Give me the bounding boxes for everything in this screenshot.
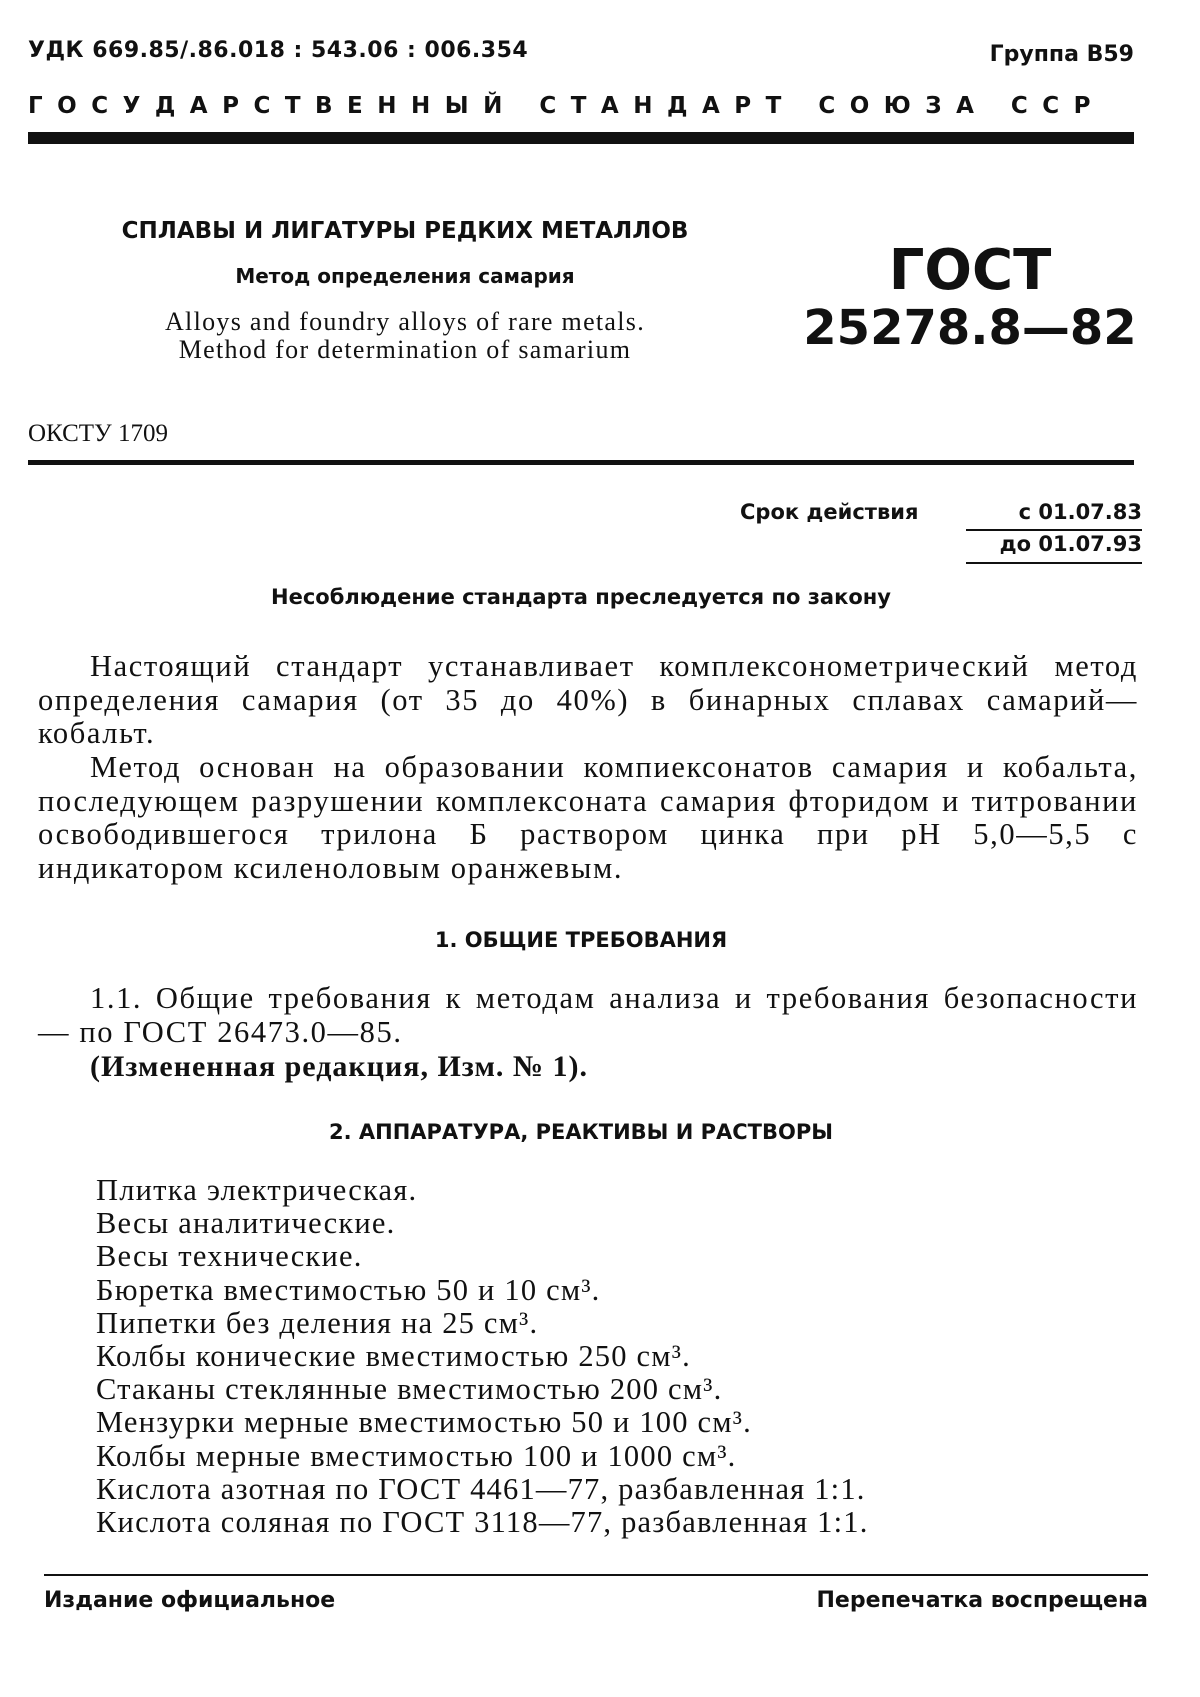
document-subtitle: Метод определения самария: [235, 264, 575, 288]
title-rule: [28, 460, 1134, 465]
list-item: Плитка электрическая.: [96, 1173, 418, 1207]
list-item: Пипетки без деления на 25 см³.: [96, 1305, 539, 1340]
gost-number: 25278.8—82: [803, 300, 1137, 356]
gost-label: ГОСТ: [888, 238, 1052, 303]
validity-from: с 01.07.83: [1018, 500, 1142, 524]
header-rule: [28, 132, 1134, 144]
validity-underline: [966, 562, 1142, 564]
validity-to: до 01.07.93: [999, 532, 1142, 556]
oksty-code: ОКСТУ 1709: [28, 420, 169, 447]
validity-divider: [966, 529, 1142, 531]
udk-code: УДК 669.85/.86.018 : 543.06 : 006.354: [28, 38, 529, 63]
validity-label: Срок действия: [740, 500, 919, 524]
list-item: Весы технические.: [96, 1239, 363, 1274]
list-item: Бюретка вместимостью 50 и 10 см³.: [96, 1272, 601, 1307]
list-item: Стаканы стеклянные вместимостью 200 см³.: [96, 1372, 723, 1407]
section-1-text: 1.1. Общие требования к методам анализа и требования безопасности — по ГОСТ 26473.0—85.: [38, 981, 1138, 1049]
law-notice: Несоблюдение стандарта преследуется по закону: [271, 585, 891, 609]
list-item: Весы аналитические.: [96, 1206, 396, 1241]
english-title-line1: Alloys and foundry alloys of rare metals.: [164, 307, 646, 336]
document-title: СПЛАВЫ И ЛИГАТУРЫ РЕДКИХ МЕТАЛЛОВ: [121, 218, 689, 244]
footer-official-edition: Издание официальное: [44, 1588, 336, 1613]
equipment-list: [96, 1174, 869, 1539]
state-standard-banner: ГОСУДАРСТВЕННЫЙ СТАНДАРТ СОЮЗА ССР: [28, 93, 1106, 119]
list-item: Кислота соляная по ГОСТ 3118—77, разбавленная 1:1.: [96, 1505, 869, 1540]
section-1-heading: 1. ОБЩИЕ ТРЕБОВАНИЯ: [434, 928, 728, 952]
list-item: Колбы мерные вместимостью 100 и 1000 см³.: [96, 1438, 737, 1473]
list-item: Мензурки мерные вместимостью 50 и 100 см³.: [96, 1405, 752, 1440]
section-2-heading: 2. АППАРАТУРА, РЕАКТИВЫ И РАСТВОРЫ: [328, 1120, 834, 1144]
english-title-line2: Method for determination of samarium: [178, 335, 632, 364]
footer-reprint-notice: Перепечатка воспрещена: [816, 1588, 1148, 1613]
intro-paragraph-1: Настоящий стандарт устанавливает комплексонометрический метод определения самария (от 35 до 40%) в бинарных сплавах самарий—кобальт.: [38, 649, 1138, 750]
group-code: Группа В59: [989, 42, 1134, 67]
list-item: Кислота азотная по ГОСТ 4461—77, разбавленная 1:1.: [96, 1471, 866, 1506]
footer-rule: [44, 1574, 1148, 1576]
intro-paragraph-2: Метод основан на образовании компиексонатов самария и кобальта, последующем разрушении комплексоната самария фторидом и титровании освободившегося трилона Б раствором цинка при pH 5,0—5,5 с индикатором ксиленоловым оранжевым.: [38, 750, 1138, 885]
title-block: [100, 218, 710, 364]
list-item: Колбы конические вместимостью 250 см³.: [96, 1339, 691, 1374]
edit-note: (Измененная редакция, Изм. № 1).: [90, 1050, 589, 1083]
